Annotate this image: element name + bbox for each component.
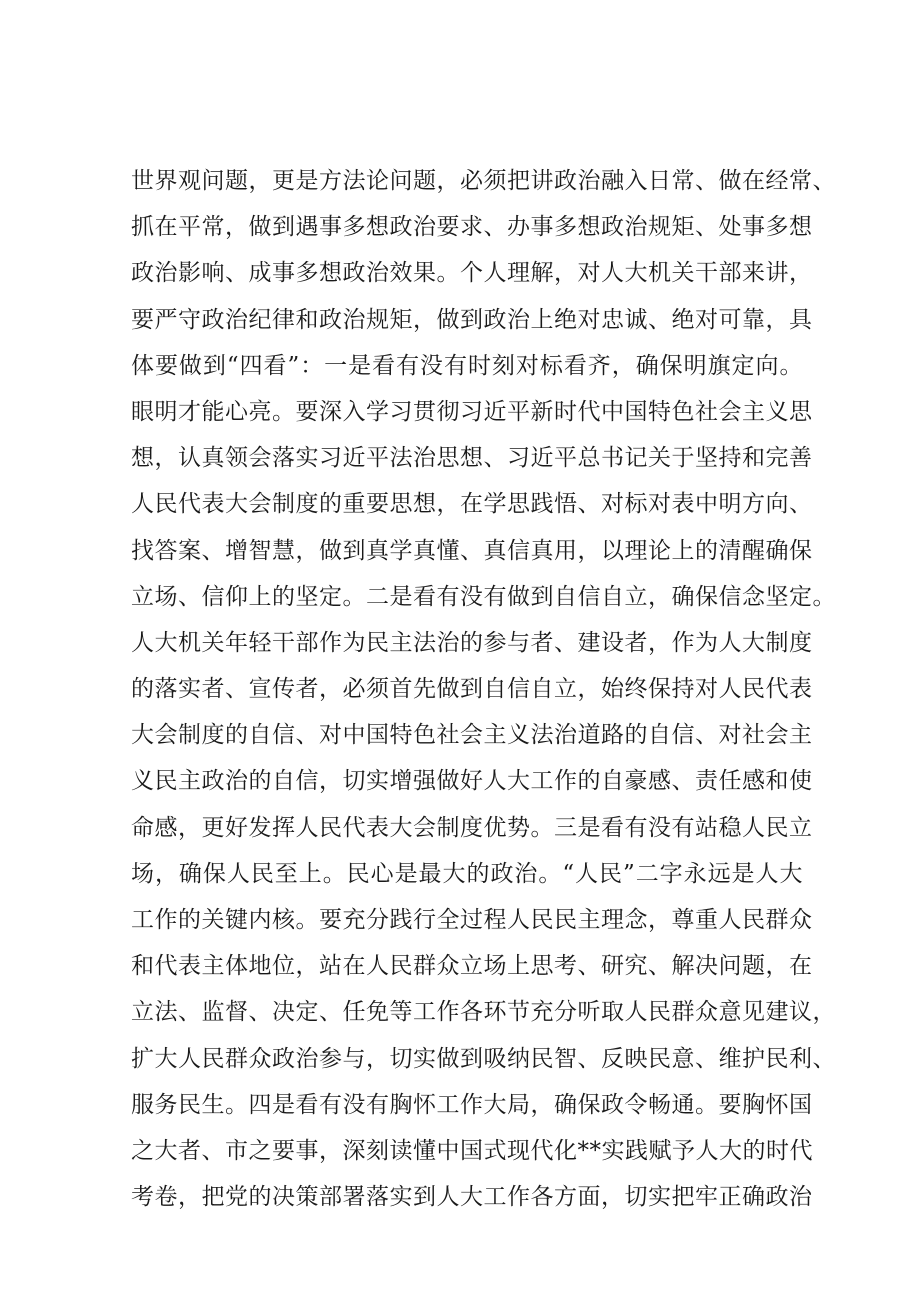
text-line: 义民主政治的自信，切实增强做好人大工作的自豪感、责任感和使 [131,768,813,795]
text-line: 政治影响、成事多想政治效果。个人理解，对人大机关干部来讲， [131,260,813,287]
text-line: 抓在平常，做到遇事多想政治要求、办事多想政治规矩、处事多想 [131,214,813,241]
text-line: 立场、信仰上的坚定。二是看有没有做到自信自立，确保信念坚定。 [131,583,836,610]
text-line: 世界观问题，更是方法论问题，必须把讲政治融入日常、做在经常、 [131,168,836,194]
text-line: 人大机关年轻干部作为民主法治的参与者、建设者，作为人大制度 [131,629,813,656]
text-line: 要严守政治纪律和政治规矩，做到政治上绝对忠诚、绝对可靠，具 [131,306,813,333]
body-paragraph [131,158,836,1220]
text-line: 扩大人民群众政治参与，切实做到吸纳民智、反映民意、维护民利、 [131,1045,836,1072]
text-line: 眼明才能心亮。要深入学习贯彻习近平新时代中国特色社会主义思 [131,398,813,425]
text-line: 服务民生。四是看有没有胸怀工作大局，确保政令畅通。要胸怀国 [131,1091,813,1118]
text-line: 命感，更好发挥人民代表大会制度优势。三是看有没有站稳人民立 [131,814,813,841]
text-line: 找答案、增智慧，做到真学真懂、真信真用，以理论上的清醒确保 [131,537,813,564]
text-line: 体要做到“四看”：一是看有没有时刻对标看齐，确保明旗定向。 [131,352,803,379]
text-line: 人民代表大会制度的重要思想，在学思践悟、对标对表中明方向、 [131,491,813,518]
text-line: 场，确保人民至上。民心是最大的政治。“人民”二字永远是人大 [131,860,803,887]
text-line: 立法、监督、决定、任免等工作各环节充分听取人民群众意见建议， [131,999,836,1026]
text-line: 大会制度的自信、对中国特色社会主义法治道路的自信、对社会主 [131,722,813,749]
text-line: 工作的关键内核。要充分践行全过程人民民主理念，尊重人民群众 [131,907,813,933]
text-line: 和代表主体地位，站在人民群众立场上思考、研究、解决问题，在 [131,953,813,980]
text-line: 想，认真领会落实习近平法治思想、习近平总书记关于坚持和完善 [131,445,813,472]
text-line: 考卷，把党的决策部署落实到人大工作各方面，切实把牢正确政治 [131,1184,813,1211]
text-line: 之大者、市之要事，深刻读懂中国式现代化**实践赋予人大的时代 [131,1137,813,1164]
text-line: 的落实者、宣传者，必须首先做到自信自立，始终保持对人民代表 [131,676,813,703]
